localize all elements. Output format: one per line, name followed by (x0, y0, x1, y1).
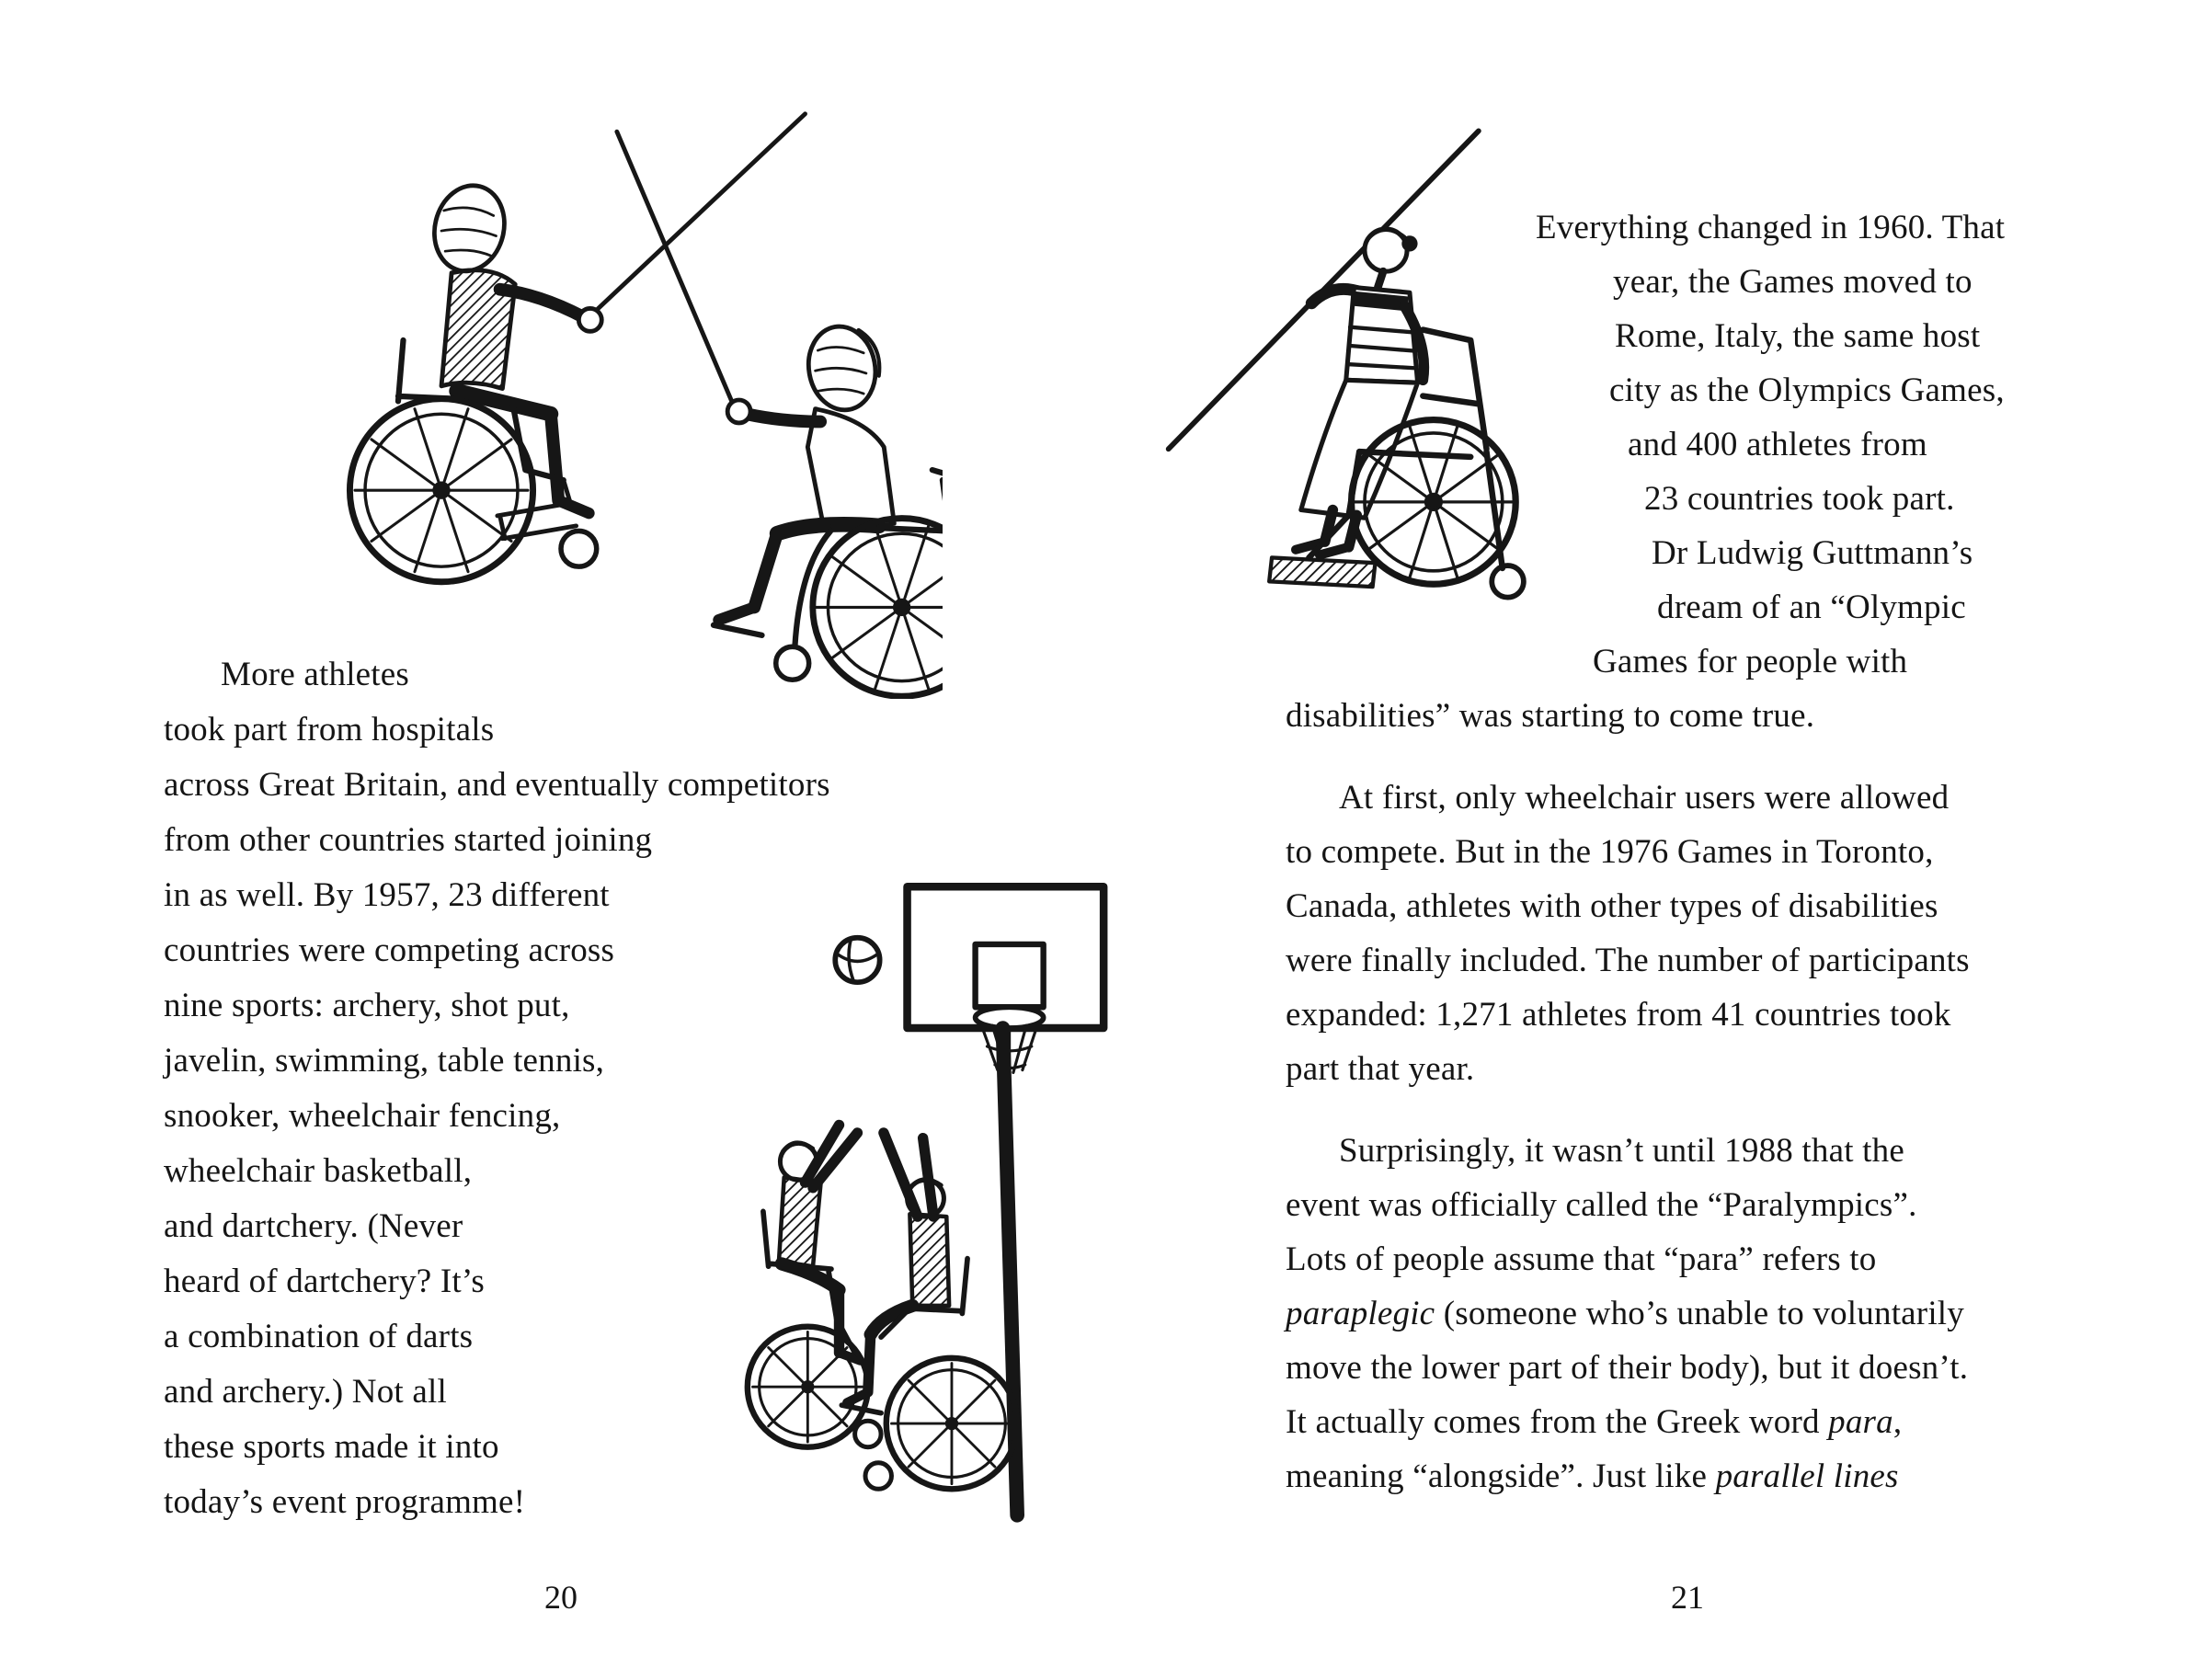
text-line: 23 countries took part. (1644, 480, 1955, 518)
text-line: heard of dartchery? It’s (164, 1263, 485, 1300)
right-page-text (1286, 200, 2104, 1503)
text-line: Lots of people assume that “para” refers to (1286, 1240, 1877, 1278)
text-line: these sports made it into (164, 1428, 499, 1466)
text-line: meaning “alongside”. Just like parallel lines (1286, 1457, 1899, 1495)
text-line: It actually comes from the Greek word para, (1286, 1403, 1903, 1441)
text-line: dream of an “Olympic (1657, 589, 1966, 626)
paragraph-1 (1286, 200, 2104, 743)
text-line: Canada, athletes with other types of disabilities (1286, 887, 1938, 925)
text-line: across Great Britain, and eventually competitors (164, 766, 830, 804)
text-line: countries were competing across (164, 931, 615, 969)
text-line: and archery.) Not all (164, 1373, 447, 1411)
text-line: a combination of darts (164, 1318, 474, 1355)
text-line: disabilities” was starting to come true. (1286, 697, 1815, 735)
text-line: Games for people with (1593, 643, 1908, 680)
text-line: Dr Ludwig Guttmann’s (1652, 534, 1973, 572)
text-line: nine sports: archery, shot put, (164, 987, 570, 1024)
text-line: and 400 athletes from (1628, 426, 1927, 463)
text-line: to compete. But in the 1976 Games in Toronto, (1286, 833, 1934, 871)
text-line: wheelchair basketball, (164, 1152, 473, 1190)
text-line: year, the Games moved to (1613, 263, 1973, 301)
text-line: More athletes (221, 656, 409, 693)
paragraph-2 (1286, 771, 2104, 1096)
left-page-paragraph (164, 647, 1111, 1530)
text-line: part that year. (1286, 1050, 1475, 1088)
text-line: and dartchery. (Never (164, 1207, 463, 1245)
text-line: took part from hospitals (164, 711, 495, 749)
text-line: city as the Olympics Games, (1609, 371, 2005, 409)
text-line: Rome, Italy, the same host (1615, 317, 1981, 355)
paragraph-3 (1286, 1124, 2104, 1503)
page-number-left: 20 (544, 1579, 577, 1616)
text-line: were finally included. The number of participants (1286, 942, 1970, 979)
wheelchair-fencing-illustration (179, 101, 943, 699)
text-line: expanded: 1,271 athletes from 41 countries took (1286, 996, 1951, 1034)
text-line: today’s event programme! (164, 1483, 526, 1521)
page-number-right: 21 (1671, 1579, 1704, 1616)
text-line: from other countries started joining (164, 821, 653, 859)
text-line: move the lower part of their body), but it doesn’t. (1286, 1349, 1969, 1387)
text-line: in as well. By 1957, 23 different (164, 876, 610, 914)
text-line: event was officially called the “Paralympics”. (1286, 1186, 1917, 1224)
fencer-left (349, 178, 601, 582)
text-line: javelin, swimming, table tennis, (164, 1042, 605, 1080)
text-line: At first, only wheelchair users were allowed (1339, 779, 1950, 817)
text-line: Everything changed in 1960. That (1536, 209, 2006, 246)
fencer-right (714, 321, 943, 696)
text-line: Surprisingly, it wasn’t until 1988 that the (1339, 1132, 1904, 1170)
foil-right (617, 131, 734, 406)
text-line: snooker, wheelchair fencing, (164, 1097, 561, 1135)
text-line: paraplegic (someone who’s unable to voluntarily (1286, 1295, 1964, 1332)
